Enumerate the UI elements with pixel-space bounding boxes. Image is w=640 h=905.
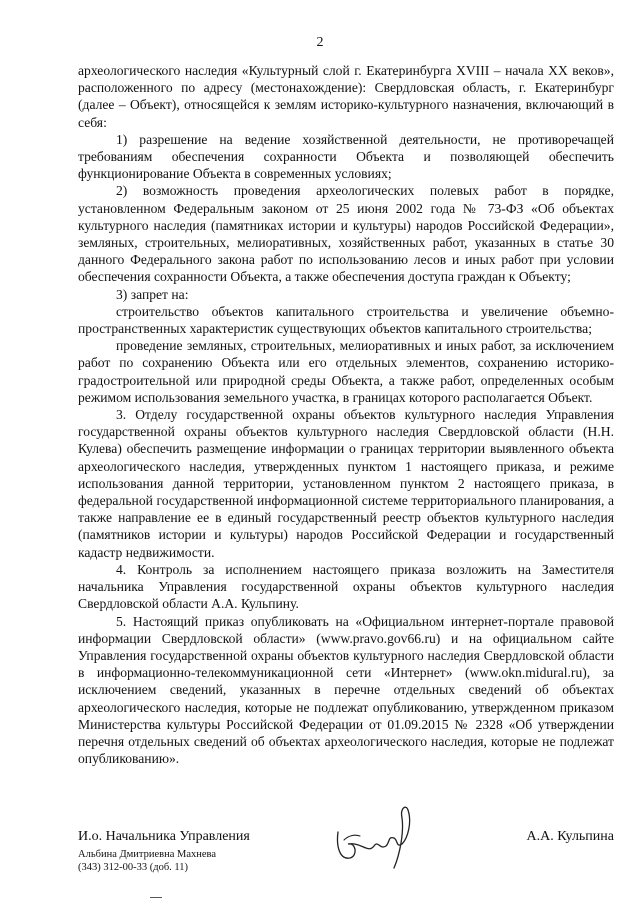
executor-name: Альбина Дмитриевна Махнева — [78, 849, 217, 860]
paragraph: 5. Настоящий приказ опубликовать на «Официальном интернет-портале правовой информации Свердловской области» (www.pravo.gov66.ru) и на официальном сайте Управления государственной охраны объектов культурного наследия Свердловской области в информационно-телекоммуникационной сети «Интернет» (www.okn.midural.ru), за исключением сведений, указанных в перечне отдельных сведений об объектах археологического наследия, которые не подлежат опубликованию, утвержденном приказом Министерства культуры Российской Федерации от 01.09.2015 № 2328 «Об утверждении перечня отдельных сведений об объектах археологического наследия, которые не подлежат опубликованию». — [78, 613, 614, 767]
signer-name: А.А. Кульпина — [526, 829, 614, 844]
signer-title: И.о. Начальника Управления — [78, 829, 250, 844]
executor-info — [78, 848, 216, 874]
footer-mark — [150, 897, 162, 898]
paragraph: археологического наследия «Культурный слой г. Екатеринбурга XVIII – начала XX веков», расположенного по адресу (местонахождение): Свердловская область, г. Екатеринбург (далее – Объект), относящейся к землям историко-культурного назначения, включающий в себя: — [78, 63, 614, 130]
paragraph: 2) возможность проведения археологических полевых работ в порядке, установленном Федеральным законом от 25 июня 2002 года № 73-ФЗ «Об объектах культурного наследия (памятниках истории и культуры) народов Российской Федерации», земляных, строительных, мелиоративных, хозяйственных работ, указанных в статье 30 данного Федерального закона работ по использованию лесов и иных работ при условии обеспечения сохранности Объекта, а также обеспечения доступа граждан к Объекту; — [78, 183, 614, 285]
paragraph: строительство объектов капитального строительства и увеличение объемно-пространственных характеристик существующих объектов капитального строительства; — [78, 303, 614, 337]
signature-block — [78, 828, 614, 888]
page-number: 2 — [316, 35, 324, 50]
document-body — [78, 62, 614, 767]
handwritten-signature — [328, 802, 423, 872]
paragraph: проведение земляных, строительных, мелиоративных и иных работ, за исключением работ по сохранению Объекта или его отдельных элементов, сохранению историко-градостроительной или природной среды Объекта, а также работ, определенных особым режимом использования земельного участка, в границах которого располагается Объект. — [78, 338, 614, 405]
paragraph: 3. Отделу государственной охраны объектов культурного наследия Управления государственной охраны объектов культурного наследия Свердловской области (Н.Н. Кулева) обеспечить размещение информации о границах территории выявленного объекта археологического наследия, утвержденных пунктом 1 настоящего приказа, и режиме использования данной территории, установленном пунктом 2 настоящего приказа, в федеральной государственной информационной системе территориального планирования, а также направление ее в единый государственный реестр объектов культурного наследия (памятников истории и культуры) народов Российской Федерации и государственный кадастр недвижимости. — [78, 407, 614, 560]
paragraph: 4. Контроль за исполнением настоящего приказа возложить на Заместителя начальника Управления государственной охраны объектов культурного наследия Свердловской области А.А. Кульпину. — [78, 561, 614, 612]
executor-phone: (343) 312-00-33 (доб. 11) — [78, 862, 189, 873]
paragraph: 3) запрет на: — [116, 286, 189, 302]
paragraph: 1) разрешение на ведение хозяйственной деятельности, не противоречащей требованиям обеспечения сохранности Объекта и позволяющей обеспечить функционирование Объекта в современных условиях; — [78, 131, 614, 182]
